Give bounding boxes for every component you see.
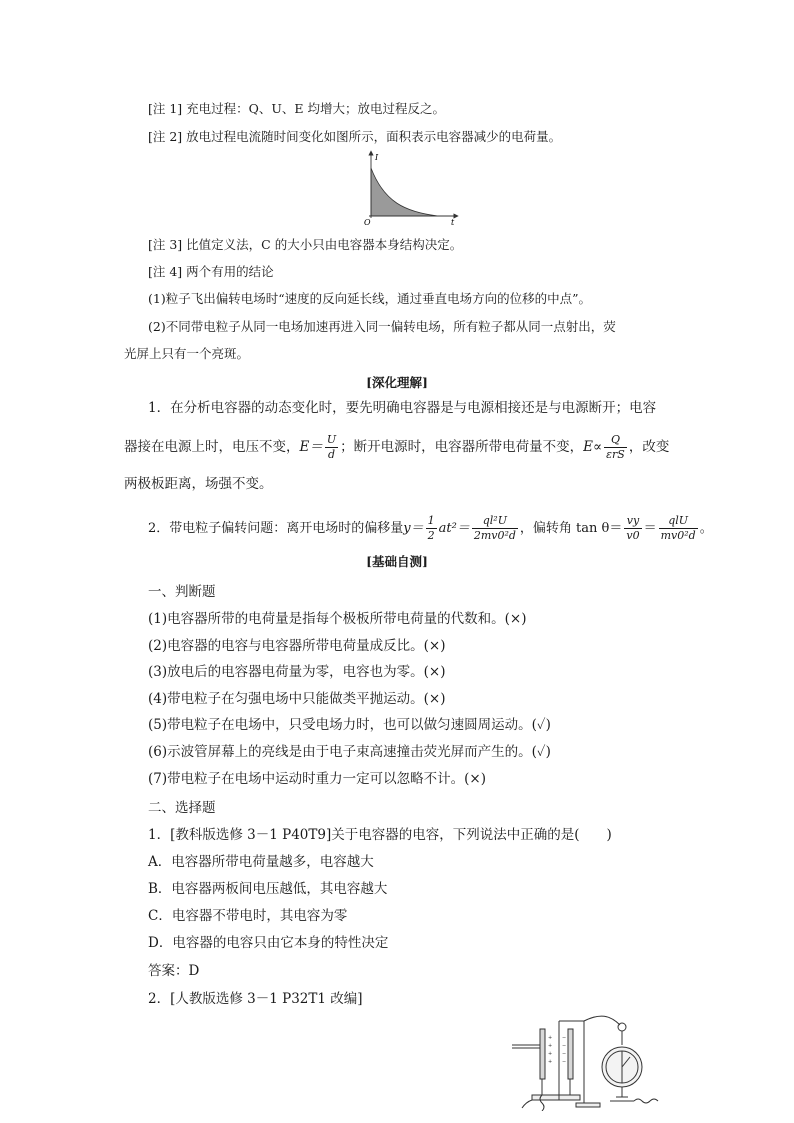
deep-p2-eq: ＝	[643, 521, 657, 536]
note-1: [注 1] 充电过程：Q、U、E 均增大；放电过程反之。	[148, 101, 446, 116]
deep-p1-text-a: 器接在电源上时，电压不变，	[124, 439, 300, 455]
note-4-item-1: (1)粒子飞出偏转电场时“速度的反向延长线，通过垂直电场方向的位移的中点”。	[148, 291, 591, 306]
deep-p2-text-b: ，偏转角 tan θ＝	[519, 521, 623, 536]
svg-text:−: −	[562, 1035, 567, 1041]
note-4-item-2a: (2)不同带电粒子从同一电场加速再进入同一偏转电场，所有粒子都从同一点射出，荧	[148, 319, 616, 334]
judge-item-5: (5)带电粒子在电场中，只受电场力时，也可以做匀速圆周运动。(✓)	[148, 717, 551, 733]
formula-e-prop: E∝	[583, 439, 603, 455]
self-test-title: [基础自测]	[366, 554, 428, 569]
judge-item-2: (2)电容器的电容与电容器所带电荷量成反比。(×)	[148, 638, 446, 654]
note-4: [注 4] 两个有用的结论	[148, 264, 274, 279]
graph-origin: O	[364, 218, 371, 226]
frac-num-u: U	[326, 433, 337, 446]
fraction-q-over-es	[604, 433, 627, 462]
question-2: 2．[人教版选修 3－1 P32T1 改编]	[148, 991, 363, 1007]
frac-den-es: εrS	[606, 448, 625, 461]
frac-den-2mv: 2mv0²d	[473, 529, 516, 542]
deep-p1-text-d: ，改变	[628, 439, 670, 455]
formula-at2: at²＝	[438, 521, 470, 536]
deep-p2-end: 。	[699, 521, 713, 536]
frac-den-mv: mv0²d	[660, 529, 696, 542]
graph-x-label: t	[451, 218, 455, 226]
fraction-offset	[472, 514, 518, 543]
svg-text:+: +	[548, 1035, 553, 1041]
deep-p1-line1: 1．在分析电容器的动态变化时，要先明确电容器是与电源相接还是与电源断开；电容	[148, 400, 657, 416]
judge-item-1: (1)电容器所带的电荷量是指每个极板所带电荷量的代数和。(×)	[148, 611, 527, 627]
formula-y: y＝	[403, 521, 424, 536]
fraction-vy-v0	[624, 514, 641, 543]
frac-num-1: 1	[427, 514, 435, 527]
svg-text:+: +	[548, 1043, 553, 1049]
deep-p2	[148, 514, 713, 543]
fraction-u-over-d	[325, 433, 338, 462]
frac-den-v0: v0	[626, 529, 640, 542]
option-c: C．电容器不带电时，其电容为零	[148, 908, 348, 924]
deep-p1-line2	[124, 433, 669, 462]
frac-den-2: 2	[427, 529, 435, 542]
discharge-current-graph	[360, 150, 460, 226]
frac-num-vy: vy	[624, 514, 641, 529]
frac-num-qlu: ql²U	[472, 514, 518, 529]
question-1: 1．[教科版选修 3－1 P40T9]关于电容器的电容，下列说法中正确的是( )	[148, 827, 612, 843]
answer-1: 答案：D	[148, 963, 200, 979]
option-a: A．电容器所带电荷量越多，电容越大	[148, 854, 374, 870]
svg-text:−: −	[562, 1051, 567, 1057]
frac-den-d: d	[327, 448, 336, 461]
svg-text:−: −	[562, 1059, 567, 1065]
judge-item-4: (4)带电粒子在匀强电场中只能做类平抛运动。(×)	[148, 691, 446, 707]
fraction-angle	[659, 514, 698, 543]
part1-heading: 一、判断题	[148, 584, 216, 600]
deep-understanding-title: [深化理解]	[366, 375, 428, 390]
note-4-item-2b: 光屏上只有一个亮斑。	[124, 346, 250, 361]
deep-p2-text-a: 2．带电粒子偏转问题：离开电场时的偏移量	[148, 521, 404, 536]
deep-p1-text-c: ；断开电源时，电容器所带电荷量不变，	[340, 439, 584, 455]
note-2: [注 2] 放电过程电流随时间变化如图所示，面积表示电容器减少的电荷量。	[148, 129, 562, 144]
svg-text:+: +	[548, 1051, 553, 1057]
graph-y-label: I	[375, 153, 379, 162]
deep-p1-line3: 两极板距离，场强不变。	[124, 476, 273, 492]
note-3: [注 3] 比值定义法，C 的大小只由电容器本身结构决定。	[148, 237, 463, 252]
capacitor-electroscope-apparatus-illustration	[512, 1015, 662, 1111]
judge-item-6: (6)示波管屏幕上的亮线是由于电子束高速撞击荧光屏而产生的。(✓)	[148, 744, 551, 760]
judge-item-3: (3)放电后的电容器电荷量为零，电容也为零。(×)	[148, 664, 446, 680]
option-d: D．电容器的电容只由它本身的特性决定	[148, 935, 389, 951]
option-b: B．电容器两板间电压越低，其电容越大	[148, 881, 388, 897]
fraction-half	[426, 514, 437, 543]
frac-num-q: Q	[604, 433, 627, 448]
svg-text:+: +	[548, 1059, 553, 1065]
frac-num-qlu2: qlU	[659, 514, 698, 529]
svg-text:−: −	[562, 1043, 567, 1049]
part2-heading: 二、选择题	[148, 800, 216, 816]
formula-e: E＝	[299, 439, 323, 455]
judge-item-7: (7)带电粒子在电场中运动时重力一定可以忽略不计。(×)	[148, 771, 486, 787]
discharge-area	[371, 168, 438, 216]
